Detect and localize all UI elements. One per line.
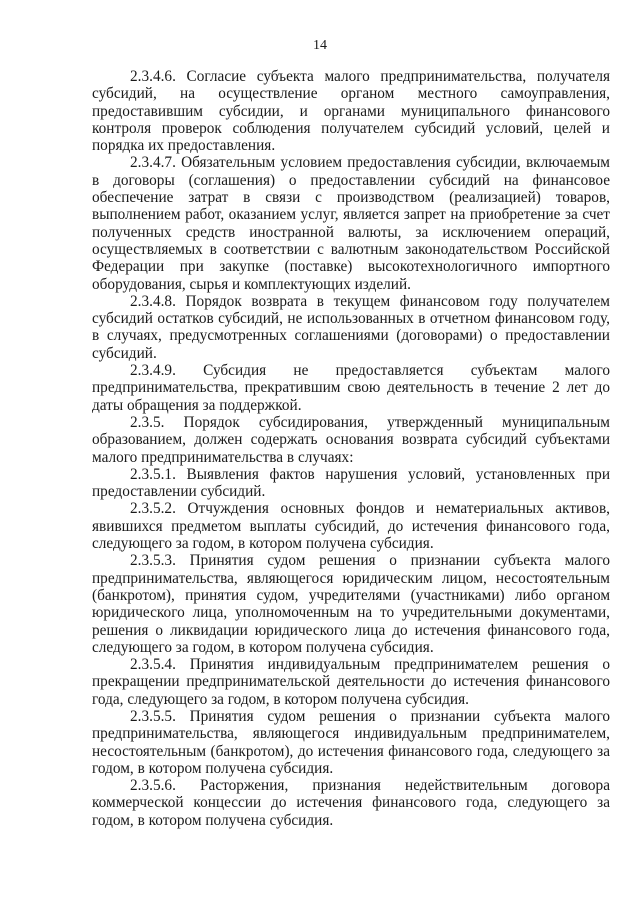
paragraph-2-3-4-7: 2.3.4.7. Обязательным условием предоставления субсидии, включаемым в договоры (соглашения) о предоставлении субсидий на финансовое обеспечение затрат в связи с производством (реализацией) товаров, выполнением работ, оказанием услуг, является запрет на приобретение за счет полученных средств иностранной валюты, за исключением операций, осуществляемых в соответствии с валютным законодательством Российской Федерации при закупке (поставке) высокотехнологичного импортного оборудования, сырья и комплектующих изделий. <box>92 154 610 293</box>
paragraph-2-3-5-1: 2.3.5.1. Выявления фактов нарушения условий, установленных при предоставлении субсидий. <box>92 465 610 501</box>
paragraph-2-3-4-9: 2.3.4.9. Субсидия не предоставляется субъектам малого предпринимательства, прекратившим свою деятельность в течение 2 лет до даты обращения за поддержкой. <box>92 362 610 414</box>
paragraph-2-3-5: 2.3.5. Порядок субсидирования, утвержденный муниципальным образованием, должен содержать основания возврата субсидий субъектами малого предпринимательства в случаях: <box>92 413 610 466</box>
document-body <box>92 68 610 829</box>
paragraph-2-3-5-6: 2.3.5.6. Расторжения, признания недействительным договора коммерческой концессии до истечения финансового года, следующего за годом, в котором получена субсидия. <box>92 777 610 829</box>
page-number: 14 <box>313 38 327 53</box>
paragraph-2-3-4-8: 2.3.4.8. Порядок возврата в текущем финансовом году получателем субсидий остатков субсидий, не использованных в отчетном финансовом году, в случаях, предусмотренных соглашениями (договорами) о предоставлении субсидий. <box>92 292 610 362</box>
paragraph-2-3-5-3: 2.3.5.3. Принятия судом решения о признании субъекта малого предпринимательства, являющегося юридическим лицом, несостоятельным (банкротом), принятия судом, учредителями (участниками) либо органом юридического лица, уполномоченным на то учредительными документами, решения о ликвидации юридического лица до истечения финансового года, следующего за годом, в котором получена субсидия. <box>92 552 610 656</box>
paragraph-2-3-4-6: 2.3.4.6. Согласие субъекта малого предпринимательства, получателя субсидий, на осуществление органом местного самоуправления, предоставившим субсидии, и органами муниципального финансового контроля проверок соблюдения получателем субсидий условий, целей и порядка их предоставления. <box>92 68 610 155</box>
paragraph-2-3-5-2: 2.3.5.2. Отчуждения основных фондов и нематериальных активов, явившихся предметом выплаты субсидий, до истечения финансового года, следующего за годом, в котором получена субсидия. <box>92 500 610 553</box>
paragraph-2-3-5-4: 2.3.5.4. Принятия индивидуальным предпринимателем решения о прекращении предпринимательской деятельности до истечения финансового года, следующего за годом, в котором получена субсидия. <box>92 656 610 708</box>
paragraph-2-3-5-5: 2.3.5.5. Принятия судом решения о признании субъекта малого предпринимательства, являющегося индивидуальным предпринимателем, несостоятельным (банкротом), до истечения финансового года, следующего за годом, в котором получена субсидия. <box>92 707 610 777</box>
